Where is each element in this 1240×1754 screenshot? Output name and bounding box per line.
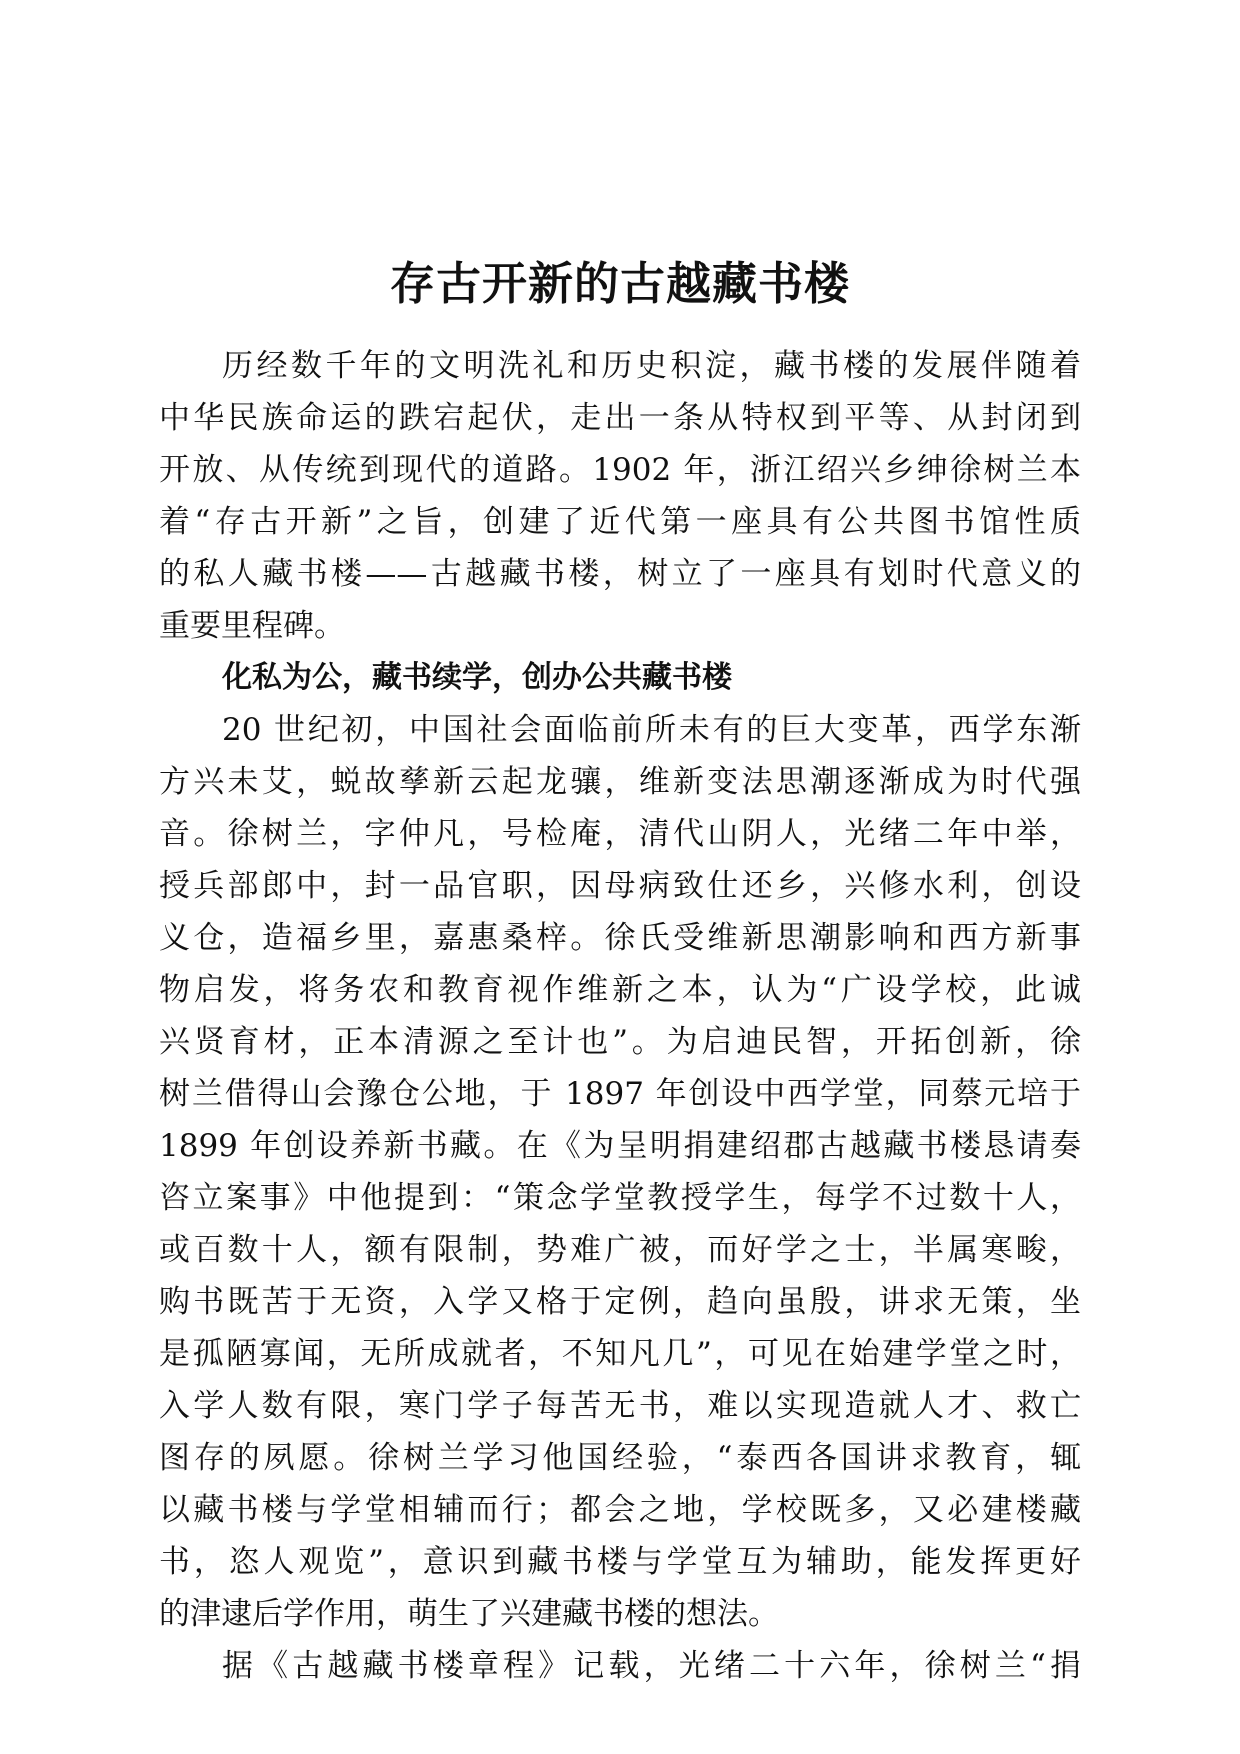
text-line: 20 世纪初，中国社会面临前所未有的巨大变革，西学东渐	[222, 712, 1081, 748]
text-line: 音。徐树兰，字仲凡，号检庵，清代山阴人，光绪二年中举，	[159, 816, 1081, 852]
text-line: 物启发，将务农和教育视作维新之本，认为“广设学校，此诚	[159, 972, 1081, 1008]
document-title: 存古开新的古越藏书楼	[389, 257, 850, 310]
text-line: 树兰借得山会豫仓公地，于 1897 年创设中西学堂，同蔡元培于	[159, 1076, 1081, 1112]
text-line: 或百数十人，额有限制，势难广被，而好学之士，半属寒畯，	[159, 1232, 1081, 1268]
text-line: 咨立案事》中他提到：“策念学堂教授学生，每学不过数十人，	[159, 1180, 1081, 1216]
text-line: 是孤陋寡闻，无所成就者，不知凡几”，可见在始建学堂之时，	[159, 1336, 1081, 1372]
section-heading: 化私为公，藏书续学，创办公共藏书楼	[222, 660, 732, 695]
text-line: 历经数千年的文明洗礼和历史积淀，藏书楼的发展伴随着	[222, 348, 1081, 384]
text-line: 授兵部郎中，封一品官职，因母病致仕还乡，兴修水利，创设	[159, 868, 1081, 904]
text-line: 图存的夙愿。徐树兰学习他国经验，“泰西各国讲求教育，辄	[159, 1440, 1081, 1476]
text-line: 以藏书楼与学堂相辅而行；都会之地，学校既多，又必建楼藏	[159, 1492, 1081, 1528]
text-line: 的私人藏书楼——古越藏书楼，树立了一座具有划时代意义的	[159, 556, 1081, 592]
text-line: 方兴未艾，蜕故孳新云起龙骧，维新变法思潮逐渐成为时代强	[159, 764, 1081, 800]
text-line: 书，恣人观览”，意识到藏书楼与学堂互为辅助，能发挥更好	[159, 1544, 1081, 1580]
text-line: 入学人数有限，寒门学子每苦无书，难以实现造就人才、救亡	[159, 1388, 1081, 1424]
text-line: 购书既苦于无资，入学又格于定例，趋向虽殷，讲求无策，坐	[159, 1284, 1081, 1320]
text-line: 义仓，造福乡里，嘉惠桑梓。徐氏受维新思潮影响和西方新事	[159, 920, 1081, 956]
text-line: 的津逮后学作用，萌生了兴建藏书楼的想法。	[159, 1596, 779, 1632]
text-line: 重要里程碑。	[159, 608, 345, 644]
text-line: 着“存古开新”之旨，创建了近代第一座具有公共图书馆性质	[159, 504, 1081, 540]
text-line: 兴贤育材，正本清源之至计也”。为启迪民智，开拓创新，徐	[159, 1024, 1081, 1060]
text-line: 中华民族命运的跌宕起伏，走出一条从特权到平等、从封闭到	[159, 400, 1081, 436]
text-line: 据《古越藏书楼章程》记载，光绪二十六年，徐树兰“捐	[222, 1648, 1081, 1684]
text-line: 1899 年创设养新书藏。在《为呈明捐建绍郡古越藏书楼恳请奏	[159, 1128, 1081, 1164]
text-line: 开放、从传统到现代的道路。1902 年，浙江绍兴乡绅徐树兰本	[159, 452, 1081, 488]
